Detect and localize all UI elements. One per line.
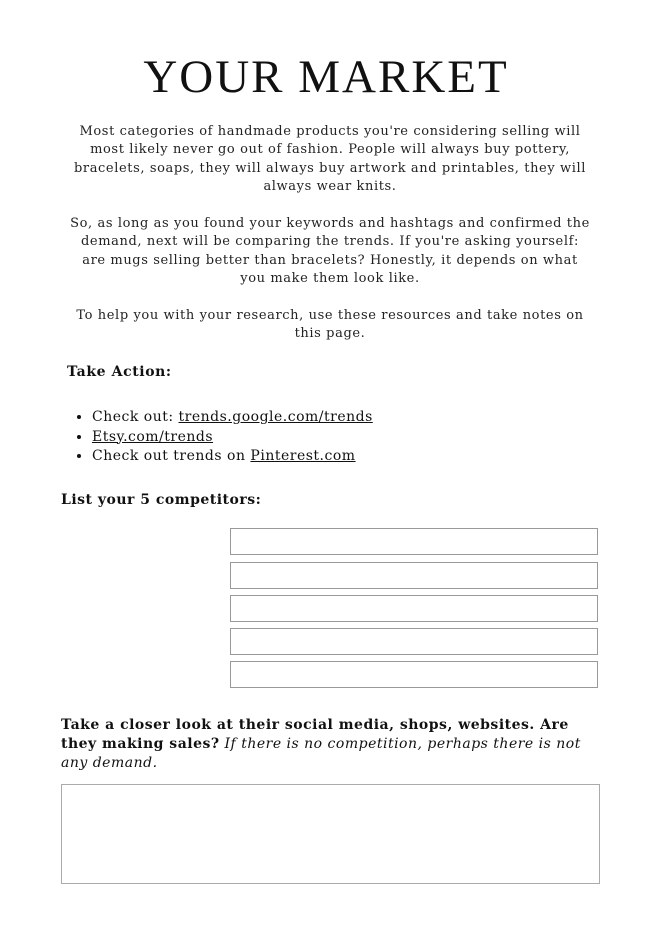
- etsy-trends-link[interactable]: Etsy.com/trends: [92, 428, 214, 445]
- action-item-etsy-trends: [92, 428, 373, 448]
- action-item-google-trends: [92, 408, 373, 428]
- action-item-pinterest: [92, 447, 373, 467]
- closer-look-question: Take a closer look at their social media, shops, websites. Are they making sales?: [61, 717, 569, 752]
- competitor-field-4[interactable]: [230, 628, 598, 655]
- closer-look-prompt: [61, 716, 601, 773]
- page-title: YOUR MARKET: [143, 51, 509, 103]
- intro-paragraph-3: To help you with your research, use these resources and take notes on this page.: [76, 308, 584, 342]
- notes-field[interactable]: [61, 784, 600, 884]
- pinterest-link[interactable]: Pinterest.com: [250, 448, 356, 464]
- action-list: [62, 408, 373, 467]
- google-trends-link[interactable]: trends.google.com/trends: [178, 409, 373, 425]
- competitor-field-5[interactable]: [230, 661, 598, 688]
- competitor-field-1[interactable]: [230, 528, 598, 555]
- take-action-heading: Take Action:: [67, 364, 172, 380]
- action-item-prefix: Check out trends on: [92, 448, 251, 464]
- closer-look-note: If there is no competition, perhaps there is not any demand.: [61, 736, 581, 771]
- action-item-prefix: Check out:: [92, 409, 179, 425]
- intro-paragraph-1: Most categories of handmade products you're considering selling will most likely never go out of fashion. People will always buy pottery, bracelets, soaps, they will always buy artwork and printables, they will always wear knits.: [73, 124, 587, 195]
- intro-paragraph-2: So, as long as you found your keywords and hashtags and confirmed the demand, next will be comparing the trends. If you're asking yourself: are mugs selling better than bracelets? Honestly, it depends on what you make them look like.: [70, 216, 590, 287]
- competitor-field-3[interactable]: [230, 595, 598, 622]
- competitors-label: List your 5 competitors:: [61, 492, 262, 508]
- intro-text: [70, 123, 590, 362]
- competitor-field-2[interactable]: [230, 562, 598, 589]
